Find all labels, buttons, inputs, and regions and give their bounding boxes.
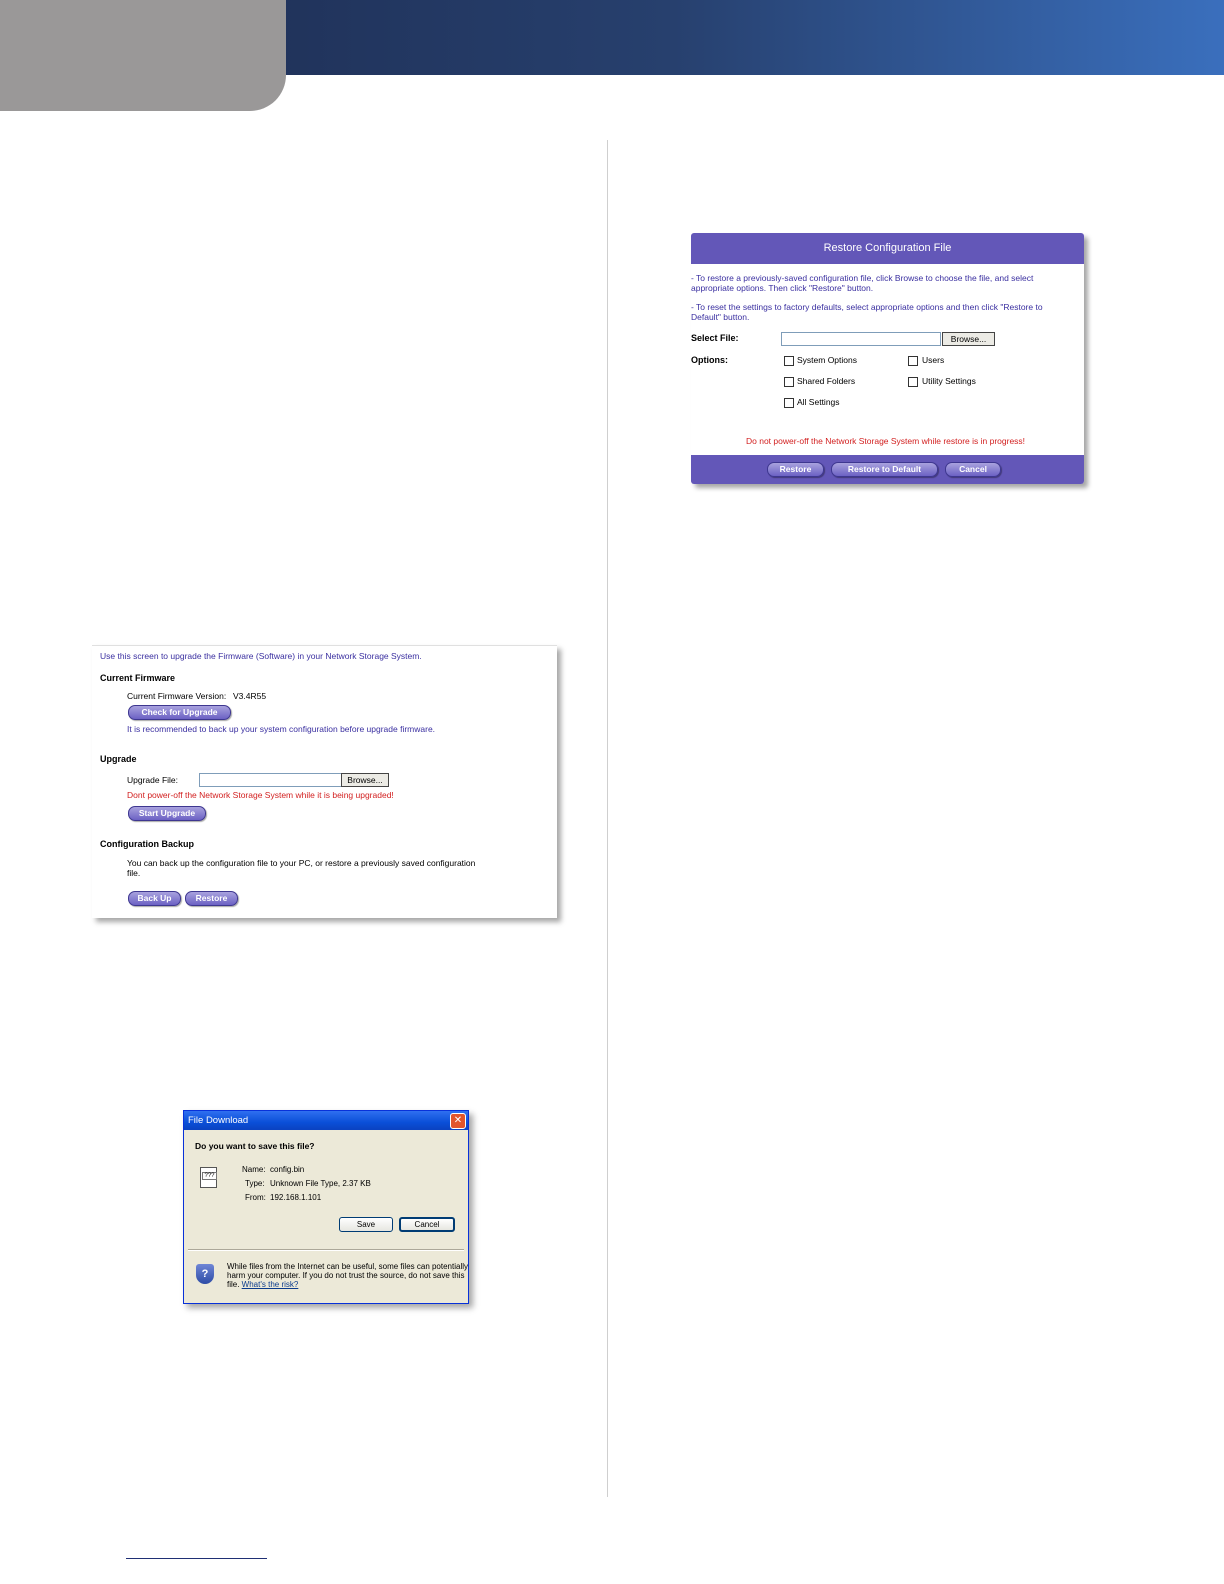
current-firmware-heading: Current Firmware	[100, 673, 176, 683]
users-label: Users	[922, 355, 945, 365]
options-label: Options:	[691, 355, 728, 365]
file-download-title: File Download	[184, 1111, 468, 1130]
all-settings-label: All Settings	[797, 397, 840, 407]
restore-cancel-button[interactable]: Cancel	[945, 462, 1001, 477]
save-button[interactable]: Save	[339, 1217, 393, 1232]
upgrade-warning-text: Dont power-off the Network Storage System while it is being upgraded!	[127, 790, 394, 800]
security-warning-line-3	[227, 1280, 298, 1289]
name-value: config.bin	[270, 1165, 305, 1174]
dialog-separator	[188, 1249, 464, 1251]
file-icon-text: ???	[202, 1172, 217, 1180]
restore-instruction-1-continued: appropriate options. Then click "Restore" button.	[691, 283, 874, 293]
config-backup-text-continued: file.	[127, 868, 141, 878]
shield-icon: ?	[196, 1264, 214, 1284]
system-options-checkbox[interactable]	[784, 356, 794, 366]
type-value: Unknown File Type, 2.37 KB	[270, 1179, 371, 1188]
start-upgrade-button[interactable]: Start Upgrade	[128, 806, 206, 821]
restore-instruction-1: - To restore a previously-saved configuration file, click Browse to choose the file, and select	[691, 273, 1034, 283]
upgrade-browse-button[interactable]: Browse...	[341, 773, 389, 787]
security-warning-line-2: harm your computer. If you do not trust the source, do not save this	[227, 1271, 465, 1280]
file-download-dialog	[183, 1110, 469, 1304]
firmware-version-value: V3.4R55	[233, 691, 267, 701]
firmware-version-label: Current Firmware Version:	[127, 691, 227, 701]
from-label: From:	[245, 1193, 266, 1202]
utility-settings-label: Utility Settings	[922, 376, 976, 386]
config-backup-heading: Configuration Backup	[100, 839, 194, 849]
restore-dialog-title: Restore Configuration File	[691, 233, 1084, 264]
backup-recommendation-text: It is recommended to back up your system configuration before upgrade firmware.	[127, 724, 436, 734]
users-checkbox[interactable]	[908, 356, 918, 366]
restore-config-dialog	[691, 233, 1084, 484]
restore-config-button[interactable]: Restore	[767, 462, 824, 477]
name-label: Name:	[242, 1165, 266, 1174]
restore-instruction-2-continued: Default" button.	[691, 312, 750, 322]
header-tab	[0, 0, 286, 111]
firmware-upgrade-panel	[92, 645, 557, 918]
back-up-button[interactable]: Back Up	[128, 891, 181, 906]
close-icon[interactable]: ✕	[450, 1113, 466, 1129]
restore-instruction-2: - To reset the settings to factory defaults, select appropriate options and then click "Restore to	[691, 302, 1043, 312]
config-backup-text: You can back up the configuration file to your PC, or restore a previously saved configuration	[127, 858, 476, 868]
save-question: Do you want to save this file?	[195, 1141, 315, 1151]
restore-button[interactable]: Restore	[185, 891, 238, 906]
system-options-label: System Options	[797, 355, 857, 365]
upgrade-file-input[interactable]	[199, 773, 342, 787]
file-icon	[200, 1167, 217, 1188]
firmware-intro-text: Use this screen to upgrade the Firmware (Software) in your Network Storage System.	[100, 651, 422, 661]
whats-the-risk-link[interactable]: What's the risk?	[241, 1280, 299, 1289]
shared-folders-checkbox[interactable]	[784, 377, 794, 387]
select-file-label: Select File:	[691, 333, 739, 343]
shared-folders-label: Shared Folders	[797, 376, 856, 386]
type-label: Type:	[245, 1179, 265, 1188]
cancel-button[interactable]: Cancel	[399, 1217, 455, 1232]
utility-settings-checkbox[interactable]	[908, 377, 918, 387]
security-warning-line-1: While files from the Internet can be useful, some files can potentially	[227, 1262, 469, 1271]
column-divider	[607, 140, 608, 1497]
restore-dialog-footer	[691, 455, 1084, 484]
restore-browse-button[interactable]: Browse...	[942, 332, 995, 346]
restore-to-default-button[interactable]: Restore to Default	[831, 462, 938, 477]
upgrade-heading: Upgrade	[100, 754, 137, 764]
restore-warning-text: Do not power-off the Network Storage System while restore is in progress!	[746, 436, 1026, 446]
check-for-upgrade-button[interactable]: Check for Upgrade	[128, 705, 231, 720]
select-file-input[interactable]	[781, 332, 941, 346]
from-value: 192.168.1.101	[270, 1193, 322, 1202]
footer-line	[126, 1558, 267, 1559]
all-settings-checkbox[interactable]	[784, 398, 794, 408]
security-warning-prefix: file.	[227, 1280, 242, 1289]
upgrade-file-label: Upgrade File:	[127, 775, 179, 785]
